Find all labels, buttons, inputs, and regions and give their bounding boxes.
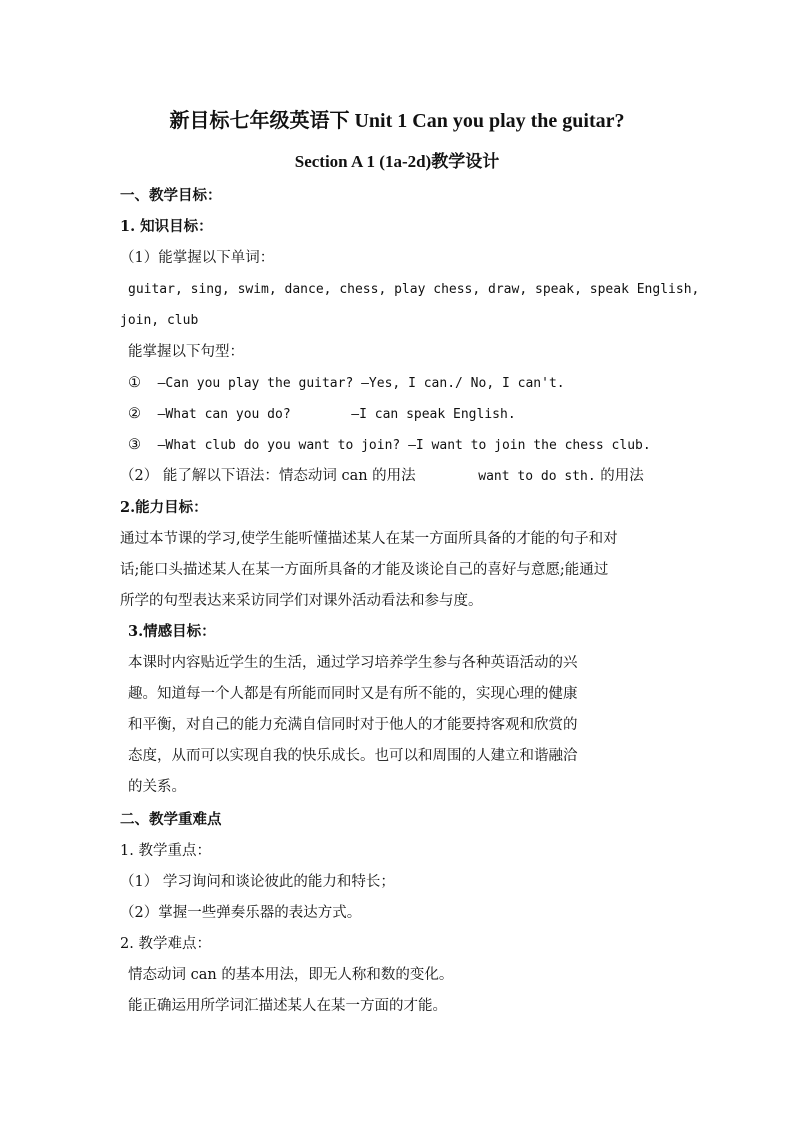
sentence-answer: —I can speak English.	[351, 407, 516, 422]
sentence-item	[128, 404, 516, 425]
sentence-number: ①	[128, 375, 141, 391]
sentence-item	[128, 435, 651, 456]
emotion-paragraph-line: 和平衡，对自己的能力充满自信同时对于他人的才能要持客观和欣赏的	[128, 717, 578, 733]
emotion-paragraph-line: 本课时内容贴近学生的生活，通过学习培养学生参与各种英语活动的兴	[128, 655, 578, 671]
key-point-item: （1） 学习询问和谈论彼此的能力和特长；	[120, 874, 395, 890]
grammar-line	[120, 466, 644, 487]
section-heading-key-points: 二、教学重难点	[120, 811, 222, 828]
emotion-paragraph-line: 趣。知道每一个人都是有所能而同时又是有所不能的，实现心理的健康	[128, 686, 578, 702]
sentence-question: —What can you do?	[157, 407, 291, 422]
sentence-text: —What club do you want to join? —I want to join the chess club.	[157, 438, 651, 453]
grammar-suffix: 的用法	[600, 468, 644, 484]
document-subtitle: Section A 1 (1a-2d)教学设计	[294, 152, 500, 171]
emotion-heading: 3.情感目标：	[128, 623, 216, 640]
ability-paragraph-line: 通过本节课的学习,使学生能听懂描述某人在某一方面所具备的才能的句子和对	[120, 531, 618, 547]
sentence-number: ②	[128, 406, 141, 422]
word-list-line-1: guitar, sing, swim, dance, chess, play chess, draw, speak, speak English,	[128, 282, 700, 297]
key-points-heading: 1. 教学重点：	[120, 843, 211, 859]
sentence-text: —Can you play the guitar? —Yes, I can./ No, I can't.	[157, 376, 565, 391]
knowledge-heading: 1. 知识目标：	[120, 218, 213, 235]
word-list-line-2: join, club	[120, 313, 199, 328]
difficult-point-item: 能正确运用所学词汇描述某人在某一方面的才能。	[128, 998, 447, 1014]
emotion-paragraph-line: 的关系。	[128, 779, 186, 795]
difficult-points-heading: 2. 教学难点：	[120, 936, 211, 952]
sentences-label: 能掌握以下句型：	[128, 344, 244, 360]
grammar-label: （2） 能了解以下语法：情态动词 can 的用法	[120, 468, 416, 484]
ability-paragraph-line: 所学的句型表达来采访同学们对课外活动看法和参与度。	[120, 593, 483, 609]
key-point-item: （2）掌握一些弹奏乐器的表达方式。	[120, 905, 362, 921]
section-heading-objectives: 一、教学目标：	[120, 187, 222, 204]
emotion-paragraph-line: 态度，从而可以实现自我的快乐成长。也可以和周围的人建立和谐融洽	[128, 748, 578, 764]
grammar-phrase: want to do sth.	[478, 469, 596, 484]
ability-heading: 2.能力目标：	[120, 499, 208, 516]
ability-paragraph-line: 话;能口头描述某人在某一方面所具备的才能及谈论自己的喜好与意愿;能通过	[120, 562, 609, 578]
sentence-number: ③	[128, 437, 141, 453]
words-label: （1）能掌握以下单词：	[120, 250, 275, 266]
difficult-point-item: 情态动词 can 的基本用法，即无人称和数的变化。	[128, 967, 454, 983]
document-title: 新目标七年级英语下 Unit 1 Can you play the guitar?	[169, 110, 625, 132]
sentence-item	[128, 373, 565, 394]
